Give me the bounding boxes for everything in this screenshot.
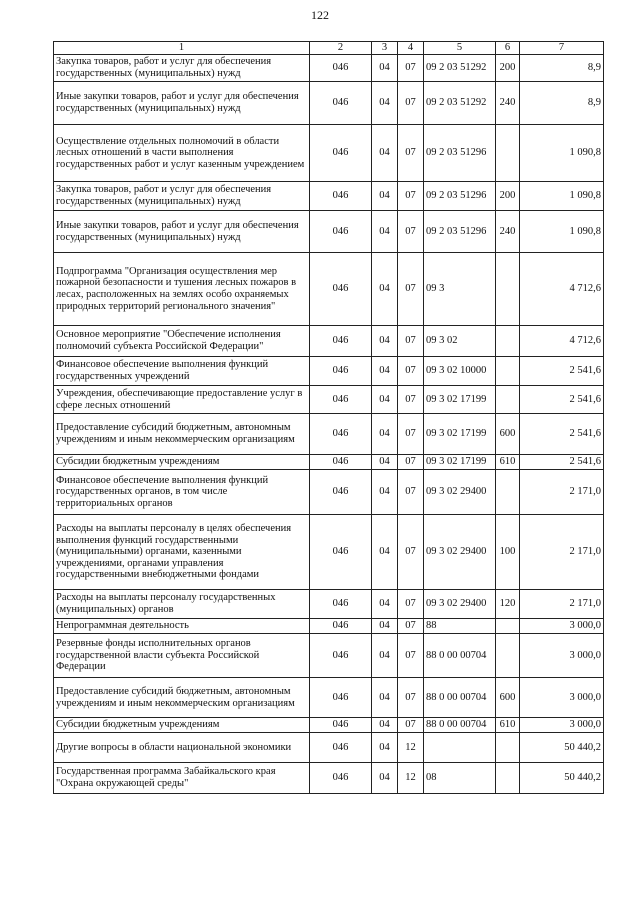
row-section-cell: 04	[372, 414, 398, 455]
header-col-5: 5	[424, 42, 496, 55]
row-section-cell: 04	[372, 326, 398, 357]
row-target-article-cell: 09 3 02 10000	[424, 357, 496, 386]
table-row	[54, 619, 604, 634]
row-expense-type-cell: 200	[496, 182, 520, 211]
row-name-cell: Закупка товаров, работ и услуг для обеспечения государственных (муниципальных) нужд	[54, 55, 310, 82]
row-name-cell: Учреждения, обеспечивающие предоставление услуг в сфере лесных отношений	[54, 386, 310, 414]
table-row	[54, 211, 604, 253]
table-row	[54, 125, 604, 182]
budget-table	[53, 41, 604, 794]
row-target-article-cell: 09 3	[424, 253, 496, 326]
row-name-cell: Иные закупки товаров, работ и услуг для обеспечения государственных (муниципальных) нужд	[54, 211, 310, 253]
row-target-article-cell: 09 3 02	[424, 326, 496, 357]
row-subsection-cell: 07	[398, 619, 424, 634]
row-grbs-cell: 046	[310, 182, 372, 211]
header-col-3: 3	[372, 42, 398, 55]
row-section-cell: 04	[372, 357, 398, 386]
row-subsection-cell: 07	[398, 455, 424, 470]
row-expense-type-cell: 240	[496, 82, 520, 125]
row-amount-cell: 2 541,6	[520, 357, 604, 386]
row-amount-cell: 3 000,0	[520, 619, 604, 634]
row-grbs-cell: 046	[310, 455, 372, 470]
row-section-cell: 04	[372, 678, 398, 718]
row-amount-cell: 2 171,0	[520, 470, 604, 515]
row-target-article-cell: 88 0 00 00704	[424, 718, 496, 733]
page-number: 122	[311, 8, 329, 22]
row-name-cell: Основное мероприятие "Обеспечение исполнения полномочий субъекта Российской Федерации"	[54, 326, 310, 357]
row-grbs-cell: 046	[310, 619, 372, 634]
table-row	[54, 55, 604, 82]
row-expense-type-cell	[496, 470, 520, 515]
row-name-cell: Субсидии бюджетным учреждениям	[54, 455, 310, 470]
row-name-cell: Подпрограмма "Организация осуществления мер пожарной безопасности и тушения лесных пожаров в лесах, расположенных на землях особо охраняемых природных территорий регионального значения"	[54, 253, 310, 326]
row-subsection-cell: 07	[398, 678, 424, 718]
header-col-2: 2	[310, 42, 372, 55]
row-section-cell: 04	[372, 733, 398, 763]
row-expense-type-cell	[496, 733, 520, 763]
row-amount-cell: 2 171,0	[520, 515, 604, 590]
row-amount-cell: 3 000,0	[520, 634, 604, 678]
row-expense-type-cell	[496, 634, 520, 678]
row-section-cell: 04	[372, 253, 398, 326]
row-subsection-cell: 07	[398, 211, 424, 253]
row-name-cell: Расходы на выплаты персоналу в целях обеспечения выполнения функций государственными (муниципальными) органами, казенными учреждениями, органами управления государственными внебюджетными фондами	[54, 515, 310, 590]
row-amount-cell: 2 541,6	[520, 386, 604, 414]
row-grbs-cell: 046	[310, 733, 372, 763]
row-target-article-cell: 88	[424, 619, 496, 634]
table-row	[54, 718, 604, 733]
row-expense-type-cell	[496, 253, 520, 326]
row-expense-type-cell: 610	[496, 455, 520, 470]
row-target-article-cell: 09 2 03 51296	[424, 211, 496, 253]
row-section-cell: 04	[372, 55, 398, 82]
row-amount-cell: 4 712,6	[520, 253, 604, 326]
row-name-cell: Другие вопросы в области национальной экономики	[54, 733, 310, 763]
row-section-cell: 04	[372, 763, 398, 794]
table-header-row	[54, 42, 604, 55]
row-subsection-cell: 07	[398, 326, 424, 357]
row-grbs-cell: 046	[310, 326, 372, 357]
row-amount-cell: 4 712,6	[520, 326, 604, 357]
row-target-article-cell: 88 0 00 00704	[424, 678, 496, 718]
row-section-cell: 04	[372, 718, 398, 733]
table-row	[54, 763, 604, 794]
table-row	[54, 326, 604, 357]
row-target-article-cell: 09 3 02 17199	[424, 455, 496, 470]
row-section-cell: 04	[372, 125, 398, 182]
row-amount-cell: 2 171,0	[520, 590, 604, 619]
row-target-article-cell: 09 2 03 51292	[424, 55, 496, 82]
table-row	[54, 634, 604, 678]
header-col-7: 7	[520, 42, 604, 55]
row-expense-type-cell	[496, 125, 520, 182]
table-row	[54, 82, 604, 125]
row-target-article-cell: 09 2 03 51296	[424, 182, 496, 211]
row-grbs-cell: 046	[310, 211, 372, 253]
row-section-cell: 04	[372, 515, 398, 590]
row-amount-cell: 50 440,2	[520, 733, 604, 763]
row-section-cell: 04	[372, 82, 398, 125]
row-amount-cell: 3 000,0	[520, 678, 604, 718]
table-row	[54, 455, 604, 470]
row-amount-cell: 2 541,6	[520, 455, 604, 470]
header-col-1: 1	[54, 42, 310, 55]
row-amount-cell: 1 090,8	[520, 211, 604, 253]
table-row	[54, 414, 604, 455]
row-expense-type-cell: 600	[496, 678, 520, 718]
row-subsection-cell: 07	[398, 718, 424, 733]
row-name-cell: Иные закупки товаров, работ и услуг для обеспечения государственных (муниципальных) нужд	[54, 82, 310, 125]
row-subsection-cell: 07	[398, 182, 424, 211]
row-amount-cell: 1 090,8	[520, 182, 604, 211]
row-section-cell: 04	[372, 619, 398, 634]
row-target-article-cell	[424, 733, 496, 763]
row-section-cell: 04	[372, 470, 398, 515]
row-target-article-cell: 08	[424, 763, 496, 794]
row-grbs-cell: 046	[310, 82, 372, 125]
row-subsection-cell: 07	[398, 515, 424, 590]
row-grbs-cell: 046	[310, 357, 372, 386]
row-amount-cell: 8,9	[520, 82, 604, 125]
row-subsection-cell: 07	[398, 82, 424, 125]
row-name-cell: Субсидии бюджетным учреждениям	[54, 718, 310, 733]
row-subsection-cell: 12	[398, 733, 424, 763]
row-grbs-cell: 046	[310, 718, 372, 733]
row-section-cell: 04	[372, 455, 398, 470]
row-name-cell: Финансовое обеспечение выполнения функций государственных органов, в том числе территориальных органов	[54, 470, 310, 515]
row-subsection-cell: 07	[398, 253, 424, 326]
header-col-6: 6	[496, 42, 520, 55]
row-grbs-cell: 046	[310, 678, 372, 718]
row-subsection-cell: 07	[398, 125, 424, 182]
row-name-cell: Непрограммная деятельность	[54, 619, 310, 634]
row-grbs-cell: 046	[310, 386, 372, 414]
row-target-article-cell: 09 2 03 51292	[424, 82, 496, 125]
row-grbs-cell: 046	[310, 763, 372, 794]
table-row	[54, 357, 604, 386]
row-subsection-cell: 07	[398, 357, 424, 386]
row-subsection-cell: 12	[398, 763, 424, 794]
table-row	[54, 253, 604, 326]
row-name-cell: Закупка товаров, работ и услуг для обеспечения государственных (муниципальных) нужд	[54, 182, 310, 211]
row-grbs-cell: 046	[310, 125, 372, 182]
row-grbs-cell: 046	[310, 590, 372, 619]
row-expense-type-cell	[496, 357, 520, 386]
row-expense-type-cell	[496, 386, 520, 414]
row-subsection-cell: 07	[398, 634, 424, 678]
table-row	[54, 386, 604, 414]
row-grbs-cell: 046	[310, 634, 372, 678]
row-amount-cell: 2 541,6	[520, 414, 604, 455]
row-amount-cell: 1 090,8	[520, 125, 604, 182]
row-name-cell: Финансовое обеспечение выполнения функций государственных учреждений	[54, 357, 310, 386]
row-target-article-cell: 09 3 02 17199	[424, 414, 496, 455]
row-target-article-cell: 09 3 02 29400	[424, 470, 496, 515]
row-name-cell: Государственная программа Забайкальского края "Охрана окружающей среды"	[54, 763, 310, 794]
row-amount-cell: 8,9	[520, 55, 604, 82]
row-section-cell: 04	[372, 182, 398, 211]
row-target-article-cell: 09 3 02 17199	[424, 386, 496, 414]
row-expense-type-cell: 610	[496, 718, 520, 733]
row-grbs-cell: 046	[310, 515, 372, 590]
row-grbs-cell: 046	[310, 470, 372, 515]
row-expense-type-cell: 100	[496, 515, 520, 590]
row-name-cell: Предоставление субсидий бюджетным, автономным учреждениям и иным некоммерческим организациям	[54, 414, 310, 455]
row-section-cell: 04	[372, 590, 398, 619]
row-subsection-cell: 07	[398, 414, 424, 455]
row-expense-type-cell: 240	[496, 211, 520, 253]
table-row	[54, 733, 604, 763]
row-expense-type-cell	[496, 326, 520, 357]
row-expense-type-cell	[496, 763, 520, 794]
row-amount-cell: 3 000,0	[520, 718, 604, 733]
row-subsection-cell: 07	[398, 590, 424, 619]
row-target-article-cell: 09 3 02 29400	[424, 515, 496, 590]
row-name-cell: Осуществление отдельных полномочий в области лесных отношений в части выполнения государственных работ и услуг казенным учреждением	[54, 125, 310, 182]
row-section-cell: 04	[372, 634, 398, 678]
table-row	[54, 515, 604, 590]
row-grbs-cell: 046	[310, 414, 372, 455]
row-section-cell: 04	[372, 211, 398, 253]
row-subsection-cell: 07	[398, 55, 424, 82]
row-target-article-cell: 88 0 00 00704	[424, 634, 496, 678]
row-expense-type-cell: 200	[496, 55, 520, 82]
table-row	[54, 678, 604, 718]
row-subsection-cell: 07	[398, 386, 424, 414]
row-expense-type-cell: 120	[496, 590, 520, 619]
row-target-article-cell: 09 3 02 29400	[424, 590, 496, 619]
row-expense-type-cell	[496, 619, 520, 634]
row-expense-type-cell: 600	[496, 414, 520, 455]
table-row	[54, 590, 604, 619]
row-target-article-cell: 09 2 03 51296	[424, 125, 496, 182]
row-name-cell: Резервные фонды исполнительных органов государственной власти субъекта Российской Федерации	[54, 634, 310, 678]
row-name-cell: Расходы на выплаты персоналу государственных (муниципальных) органов	[54, 590, 310, 619]
row-grbs-cell: 046	[310, 253, 372, 326]
table-row	[54, 182, 604, 211]
row-subsection-cell: 07	[398, 470, 424, 515]
row-amount-cell: 50 440,2	[520, 763, 604, 794]
row-name-cell: Предоставление субсидий бюджетным, автономным учреждениям и иным некоммерческим организациям	[54, 678, 310, 718]
table-row	[54, 470, 604, 515]
row-grbs-cell: 046	[310, 55, 372, 82]
header-col-4: 4	[398, 42, 424, 55]
row-section-cell: 04	[372, 386, 398, 414]
